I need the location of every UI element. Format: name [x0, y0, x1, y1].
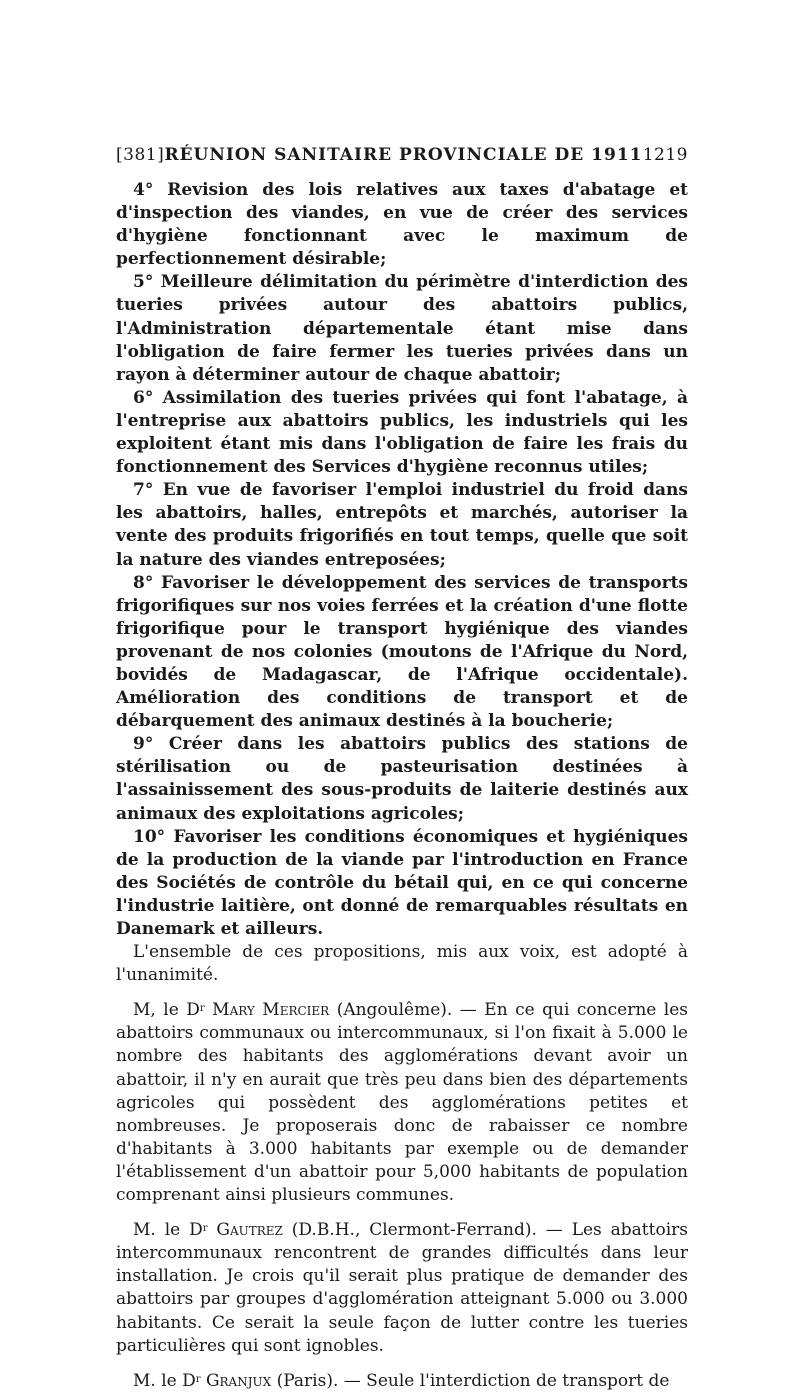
running-title: RÉUNION SANITAIRE PROVINCIALE DE 1911: [164, 145, 643, 165]
speaker-title-sup: r: [195, 1373, 201, 1385]
proposition-10: 10° Favoriser les conditions économiques et hygiéniques de la production de la viande par l'introduction en France des Sociétés de contrôle du bétail qui, en ce qui concerne l'industrie laitière, ont donné de remarquables résultats en Danemark et ailleurs.: [116, 826, 688, 939]
speech-text: Les abattoirs intercommunaux rencontrent de grandes difficultés dans leur installation. Je crois qu'il serait plus pratique de demander des abattoirs par groupes d'agglomération atteignant 5.000 ou 3.000 habitants. Ce serait la seule façon de lutter contre les tueries particulières qui sont ignobles.: [116, 1220, 688, 1356]
speaker-title-sup: r: [199, 1003, 205, 1015]
speaker-affiliation: (Angoulême). —: [329, 1000, 485, 1021]
speaker-affiliation: (Paris). —: [271, 1370, 367, 1391]
propositions-list: [116, 179, 688, 941]
running-header: [116, 145, 688, 165]
speaker-name: Mary Mercier: [212, 1000, 330, 1021]
speaker-prefix: M, le D: [133, 1000, 200, 1021]
page-number: 1219: [642, 145, 688, 165]
speech-text: Seule l'interdiction de transport de: [366, 1370, 670, 1391]
speaker-affiliation: (D.B.H., Clermont-Ferrand). —: [282, 1220, 572, 1241]
vote-result: L'ensemble de ces propositions, mis aux voix, est adopté à l'unanimité.: [116, 942, 688, 986]
proposition-7: 7° En vue de favoriser l'emploi industriel du froid dans les abattoirs, halles, entrepôts et marchés, autoriser la vente des produits frigorifiés en tout temps, quelle que soit la nature des viandes entreposées;: [116, 480, 688, 570]
speech-paragraph: [116, 999, 688, 1207]
speaker-name: Granjux: [205, 1370, 272, 1391]
speech-text: En ce qui concerne les abattoirs communaux ou intercommunaux, si l'on fixait à 5.000 le nombre des habitants des agglomérations devant avoir un abattoir, il n'y en aurait que très peu dans bien des départements agricoles qui possèdent des agglomérations petites et nombreuses. Je proposerais donc de rabaisser ce nombre d'habitants à 3.000 habitants par exemple ou de demander l'établissement d'un abattoir pour 5,000 habitants de population comprenant ainsi plusieurs communes.: [116, 1000, 689, 1206]
speech-paragraph: [116, 1219, 688, 1358]
proposition-9: 9° Créer dans les abattoirs publics des stations de stérilisation ou de pasteurisation destinées à l'assainissement des sous-produits de laiterie destinés aux animaux des exploitations agricoles;: [116, 734, 688, 824]
proposition-8: 8° Favoriser le développement des services de transports frigorifiques sur nos voies ferrées et la création d'une flotte frigorifique pour le transport hygiénique des viandes provenant de nos colonies (moutons de l'Afrique du Nord, bovidés de Madagascar, de l'Afrique occidentale). Amélioration des conditions de transport et de débarquement des animaux destinés à la boucherie;: [116, 572, 688, 732]
speaker-name: Gautrez: [216, 1220, 283, 1241]
speaker-title-sup: r: [202, 1223, 208, 1235]
speaker-prefix: M. le D: [133, 1220, 203, 1241]
proposition-5: 5° Meilleure délimitation du périmètre d'interdiction des tueries privées autour des abattoirs publics, l'Administration départementale étant mise dans l'obligation de faire fermer les tueries privées dans un rayon à déterminer autour de chaque abattoir;: [116, 272, 688, 385]
proposition-4: 4° Revision des lois relatives aux taxes d'abatage et d'inspection des viandes, en vue de créer des services d'hygiène fonctionnant avec le maximum de perfectionnement désirable;: [116, 180, 688, 270]
proposition-6: 6° Assimilation des tueries privées qui font l'abatage, à l'entreprise aux abattoirs publics, les industriels qui les exploitent étant mis dans l'obligation de faire les frais du fonctionnement des Services d'hygiène reconnus utiles;: [116, 387, 688, 478]
section-ref: [381]: [116, 145, 165, 165]
speech-paragraph: [116, 1370, 688, 1393]
speaker-prefix: M. le D: [133, 1370, 196, 1391]
